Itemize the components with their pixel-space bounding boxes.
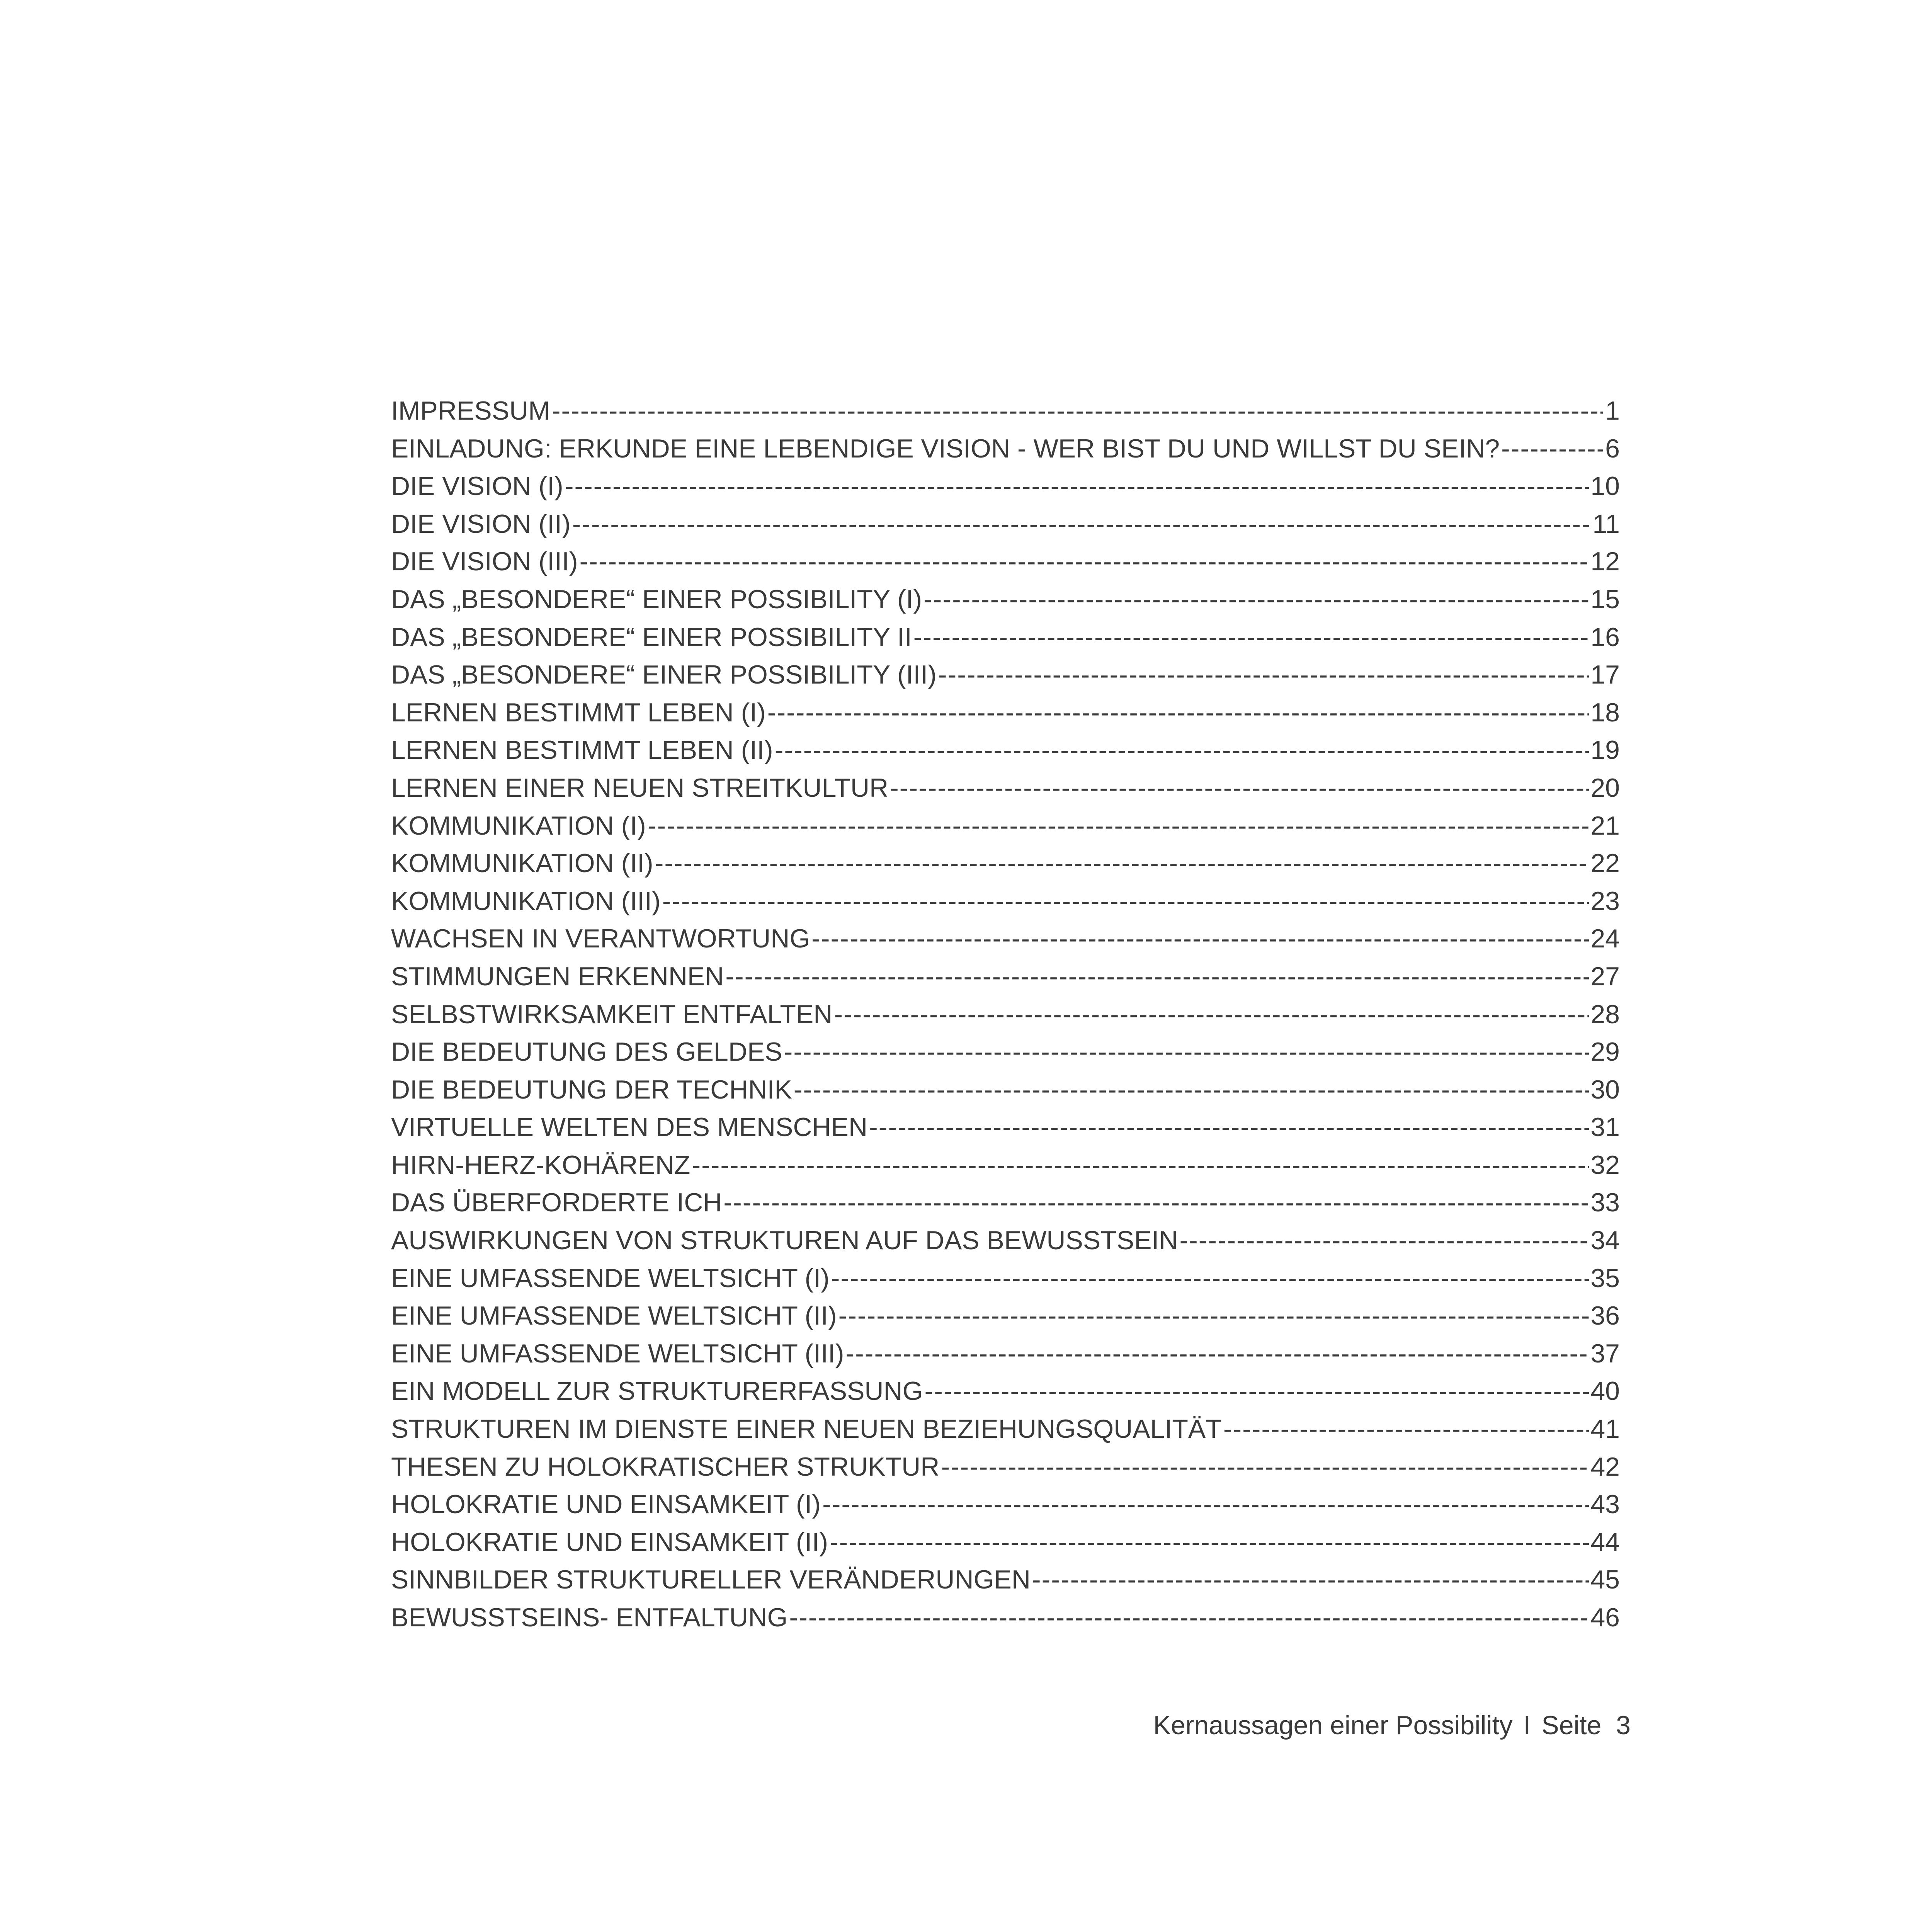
toc-entry-title: EINE UMFASSENDE WELTSICHT (I) [391,1263,830,1293]
toc-dot-leader [811,920,1589,958]
toc-entry-page-number: 35 [1590,1263,1620,1293]
toc-entry[interactable] [391,1109,1620,1146]
toc-entry-title: VIRTUELLE WELTEN DES MENSCHEN [391,1112,868,1142]
toc-entry-title: DIE VISION (II) [391,509,571,539]
toc-dot-leader [913,619,1589,656]
toc-entry-title: HOLOKRATIE UND EINSAMKEIT (II) [391,1527,828,1557]
toc-dot-leader [925,1372,1589,1410]
toc-entry-page-number: 29 [1590,1037,1620,1067]
toc-entry-title: DAS „BESONDERE“ EINER POSSIBILITY (I) [391,584,922,614]
toc-entry-title: IMPRESSUM [391,396,550,425]
toc-entry-title: DIE BEDEUTUNG DES GELDES [391,1037,782,1067]
toc-entry-title: DIE BEDEUTUNG DER TECHNIK [391,1075,792,1104]
toc-dot-leader [869,1109,1589,1146]
toc-dot-leader [923,581,1589,619]
page-footer [850,1706,1631,1745]
toc-entry-title: DAS ÜBERFORDERTE ICH [391,1188,722,1218]
toc-entry-title: SINNBILDER STRUKTURELLER VERÄNDERUNGEN [391,1565,1031,1595]
toc-dot-leader [692,1146,1589,1184]
toc-entry[interactable] [391,1033,1620,1071]
footer-document-title: Kernaussagen einer Possibility [1153,1711,1513,1740]
toc-entry[interactable] [391,807,1620,845]
toc-entry[interactable] [391,845,1620,883]
toc-dot-leader [572,505,1591,543]
toc-entry[interactable] [391,731,1620,769]
toc-entry[interactable] [391,769,1620,807]
toc-entry-page-number: 11 [1592,509,1620,539]
toc-entry-title: THESEN ZU HOLOKRATISCHER STRUKTUR [391,1452,940,1481]
toc-dot-leader [830,1524,1589,1561]
toc-entry[interactable] [391,468,1620,505]
toc-entry-page-number: 30 [1590,1075,1620,1104]
toc-entry-title: DAS „BESONDERE“ EINER POSSIBILITY (III) [391,660,937,690]
toc-entry-page-number: 22 [1590,849,1620,878]
toc-entry[interactable] [391,1071,1620,1109]
toc-dot-leader [1501,430,1603,468]
toc-dot-leader [794,1071,1589,1109]
toc-entry-page-number: 10 [1590,471,1620,501]
toc-entry[interactable] [391,883,1620,920]
toc-entry[interactable] [391,958,1620,996]
toc-entry-title: KOMMUNIKATION (III) [391,886,661,916]
toc-entry-page-number: 42 [1590,1452,1620,1481]
toc-entry[interactable] [391,505,1620,543]
toc-entry-title: EINLADUNG: ERKUNDE EINE LEBENDIGE VISION - WER BIST DU UND WILLST DU SEIN? [391,434,1500,463]
toc-entry-title: DIE VISION (III) [391,547,578,577]
toc-entry-page-number: 44 [1590,1527,1620,1557]
toc-entry-title: STRUKTUREN IM DIENSTE EINER NEUEN BEZIEHUNGSQUALITÄT [391,1414,1222,1444]
toc-entry-page-number: 32 [1590,1150,1620,1180]
toc-entry[interactable] [391,581,1620,619]
toc-entry-page-number: 18 [1590,697,1620,727]
toc-dot-leader [767,694,1589,732]
toc-entry[interactable] [391,1524,1620,1561]
toc-entry-title: BEWUSSTSEINS- ENTFALTUNG [391,1603,788,1632]
toc-entry[interactable] [391,996,1620,1034]
toc-entry[interactable] [391,656,1620,694]
toc-entry[interactable] [391,1561,1620,1599]
toc-entry-title: KOMMUNIKATION (II) [391,849,653,878]
toc-dot-leader [941,1448,1589,1486]
toc-dot-leader [822,1486,1589,1524]
toc-entry-page-number: 31 [1590,1112,1620,1142]
toc-dot-leader [1032,1561,1589,1599]
toc-entry[interactable] [391,543,1620,581]
toc-entry-title: AUSWIRKUNGEN VON STRUKTUREN AUF DAS BEWUSSTSEIN [391,1226,1178,1255]
toc-dot-leader [784,1033,1589,1071]
toc-entry-title: DAS „BESONDERE“ EINER POSSIBILITY II [391,622,912,652]
toc-entry-page-number: 19 [1590,735,1620,765]
toc-entry-page-number: 40 [1590,1376,1620,1406]
toc-entry-page-number: 28 [1590,999,1620,1029]
toc-dot-leader [1223,1410,1589,1448]
toc-entry-title: LERNEN BESTIMMT LEBEN (II) [391,735,773,765]
toc-dot-leader [846,1335,1589,1373]
toc-dot-leader [838,1297,1589,1335]
toc-dot-leader [552,392,1603,430]
table-of-contents [391,392,1620,1637]
toc-dot-leader [662,883,1589,920]
toc-dot-leader [789,1599,1589,1637]
toc-dot-leader [580,543,1589,581]
toc-entry[interactable] [391,1297,1620,1335]
toc-entry-page-number: 1 [1605,396,1620,425]
toc-dot-leader [890,769,1589,807]
toc-entry[interactable] [391,1222,1620,1260]
toc-entry[interactable] [391,1486,1620,1524]
toc-entry-title: EIN MODELL ZUR STRUKTURERFASSUNG [391,1376,923,1406]
toc-entry-title: SELBSTWIRKSAMKEIT ENTFALTEN [391,999,833,1029]
toc-entry-page-number: 36 [1590,1301,1620,1331]
toc-entry[interactable] [391,1146,1620,1184]
toc-dot-leader [565,468,1589,505]
toc-dot-leader [655,845,1589,883]
toc-entry-title: STIMMUNGEN ERKENNEN [391,961,724,991]
footer-separator: I [1523,1711,1531,1740]
toc-entry[interactable] [391,920,1620,958]
toc-entry[interactable] [391,1260,1620,1298]
toc-entry-page-number: 12 [1590,547,1620,577]
toc-entry-page-number: 20 [1590,773,1620,803]
toc-entry-page-number: 45 [1590,1565,1620,1595]
toc-entry[interactable] [391,1372,1620,1410]
toc-entry[interactable] [391,619,1620,656]
toc-entry-page-number: 6 [1605,434,1620,463]
toc-entry-title: EINE UMFASSENDE WELTSICHT (II) [391,1301,837,1331]
toc-entry[interactable] [391,1599,1620,1637]
toc-entry-title: LERNEN BESTIMMT LEBEN (I) [391,697,766,727]
toc-entry-title: KOMMUNIKATION (I) [391,811,646,840]
toc-entry-page-number: 15 [1590,584,1620,614]
toc-entry-page-number: 23 [1590,886,1620,916]
toc-entry-title: HOLOKRATIE UND EINSAMKEIT (I) [391,1490,821,1519]
toc-entry-page-number: 34 [1590,1226,1620,1255]
toc-entry-page-number: 33 [1590,1188,1620,1218]
toc-dot-leader [725,958,1589,996]
footer-page-label: Seite [1541,1711,1602,1740]
toc-entry[interactable] [391,1448,1620,1486]
toc-dot-leader [1179,1222,1589,1260]
toc-entry[interactable] [391,430,1620,468]
toc-dot-leader [831,1260,1589,1298]
toc-entry-page-number: 43 [1590,1490,1620,1519]
toc-entry-page-number: 27 [1590,961,1620,991]
toc-entry-page-number: 21 [1590,811,1620,840]
toc-dot-leader [775,731,1589,769]
toc-entry-title: DIE VISION (I) [391,471,563,501]
toc-entry[interactable] [391,1184,1620,1222]
toc-entry-page-number: 16 [1590,622,1620,652]
footer-page-number: 3 [1616,1711,1631,1740]
toc-dot-leader [723,1184,1589,1222]
toc-entry-title: EINE UMFASSENDE WELTSICHT (III) [391,1338,844,1368]
toc-entry[interactable] [391,1335,1620,1373]
toc-entry-title: LERNEN EINER NEUEN STREITKULTUR [391,773,889,803]
toc-entry-page-number: 37 [1590,1338,1620,1368]
toc-dot-leader [938,656,1589,694]
toc-entry-page-number: 24 [1590,924,1620,954]
toc-entry-title: WACHSEN IN VERANTWORTUNG [391,924,810,954]
toc-entry-page-number: 17 [1590,660,1620,690]
toc-entry-page-number: 46 [1590,1603,1620,1632]
toc-entry[interactable] [391,694,1620,732]
toc-entry-title: HIRN-HERZ-KOHÄRENZ [391,1150,690,1180]
toc-entry-page-number: 41 [1590,1414,1620,1444]
toc-entry[interactable] [391,1410,1620,1448]
toc-dot-leader [648,807,1589,845]
toc-dot-leader [834,996,1589,1034]
toc-entry[interactable] [391,392,1620,430]
